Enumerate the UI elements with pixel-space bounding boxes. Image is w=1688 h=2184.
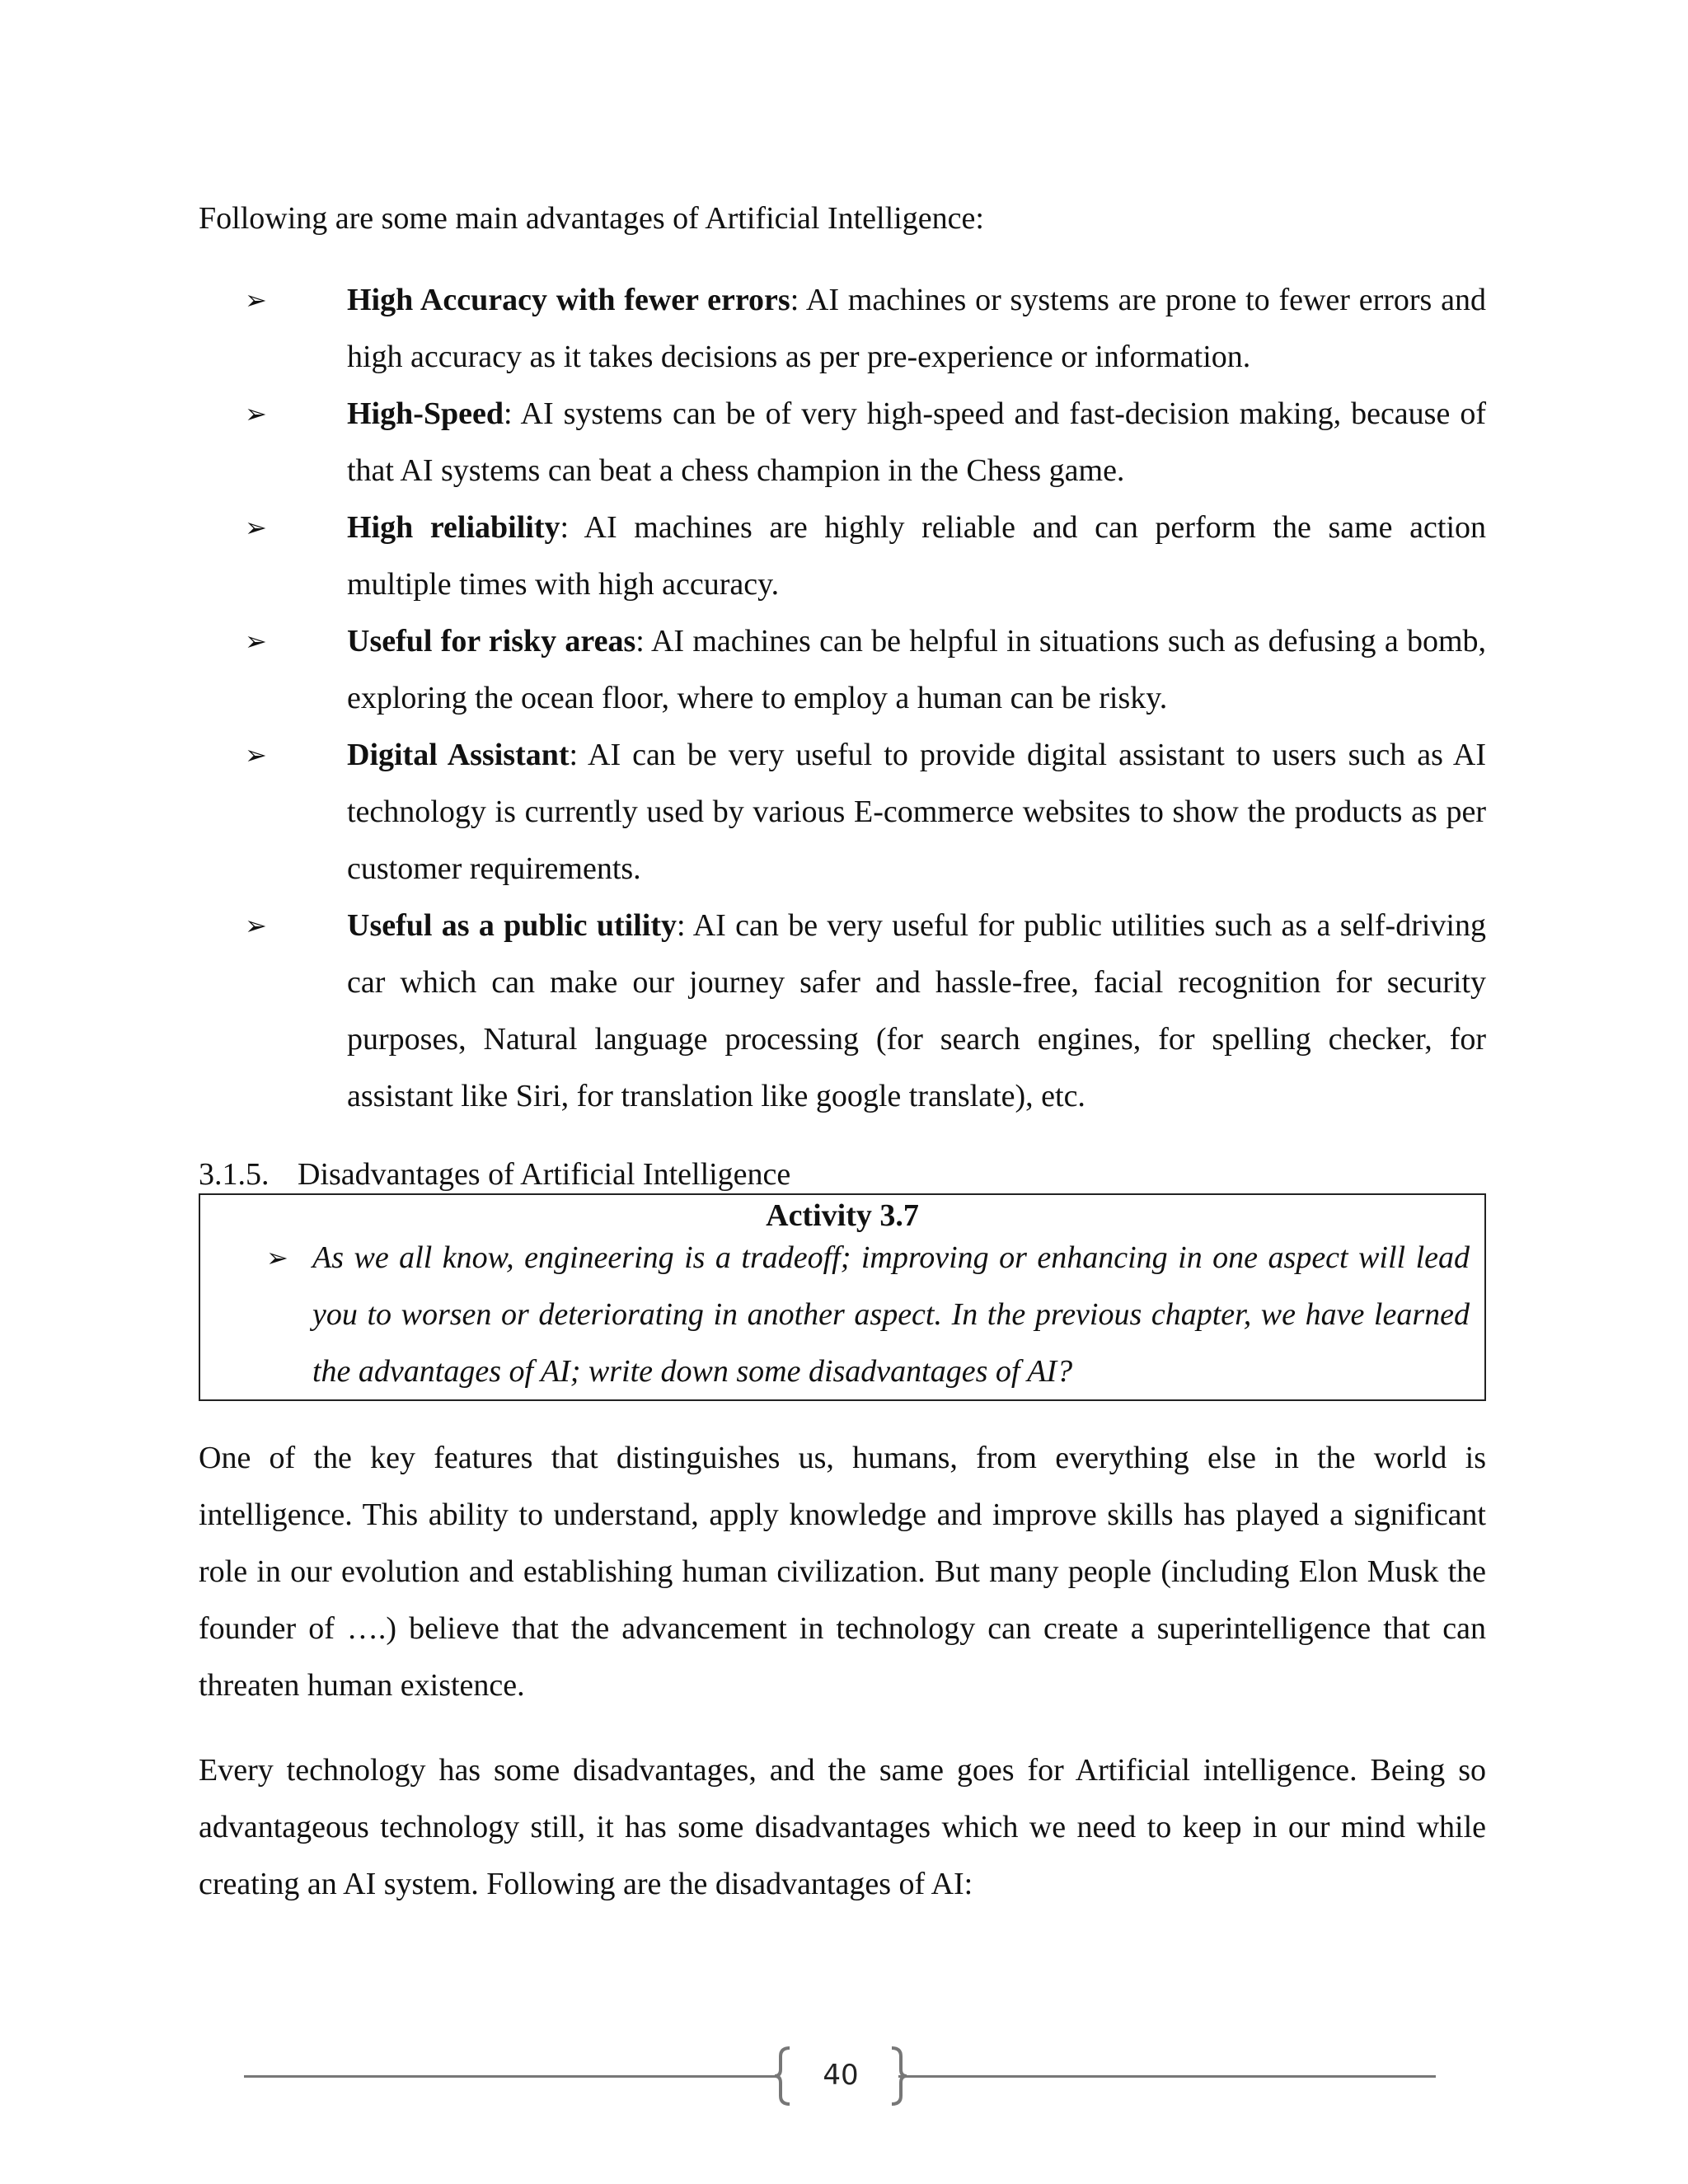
- intro-sentence: Following are some main advantages of Artificial Intelligence:: [199, 201, 984, 236]
- advantage-item: [199, 272, 1486, 386]
- advantage-term: Digital Assistant: [347, 738, 570, 772]
- section-heading: [199, 1154, 790, 1195]
- advantage-item: [199, 613, 1486, 727]
- arrow-bullet-icon: ➢: [245, 398, 267, 429]
- body-paragraph: One of the key features that distinguishes us, humans, from everything else in the world is intelligence. This ability to understand, apply knowledge and improve skills has played a significant role in our evolution and establishing human civilization. But many people (including Elon Musk the founder of ….) believe that the advancement in technology can create a superintelligence that can threaten human existence.: [199, 1441, 1486, 1703]
- arrow-bullet-icon: ➢: [245, 284, 267, 316]
- arrow-bullet-icon: ➢: [245, 626, 267, 657]
- section-title: Disadvantages of Artificial Intelligence: [298, 1157, 791, 1192]
- advantage-item: [199, 499, 1486, 613]
- advantage-term: Useful for risky areas: [347, 624, 636, 658]
- advantage-term: High Accuracy with fewer errors: [347, 283, 790, 317]
- advantage-term: High-Speed: [347, 396, 504, 431]
- advantage-term: High reliability: [347, 510, 560, 545]
- advantage-text: : AI can be very useful for public utilities such as a self-driving car which can make our journey safer and hassle-free, facial recognition for security purposes, Natural language processing (for search engines, for spelling checker, for assistant like Siri, for translation like google translate), etc.: [347, 908, 1486, 1113]
- advantage-text: : AI machines or systems are prone to fewer errors and high accuracy as it takes decisions as per pre-experience or information.: [347, 283, 1486, 374]
- activity-title: Activity 3.7: [766, 1198, 919, 1233]
- advantage-text: : AI systems can be of very high-speed and fast-decision making, because of that AI systems can beat a chess champion in the Chess game.: [347, 396, 1486, 488]
- arrow-bullet-icon: ➢: [245, 739, 267, 771]
- footer-rule-right: [898, 2075, 1436, 2078]
- advantage-text: : AI machines can be helpful in situations such as defusing a bomb, exploring the ocean floor, where to employ a human can be risky.: [347, 624, 1486, 715]
- footer-rule-left: [244, 2075, 778, 2078]
- arrow-bullet-icon: ➢: [245, 512, 267, 543]
- advantage-text: : AI can be very useful to provide digital assistant to users such as AI technology is currently used by various E-commerce websites to show the products as per customer requirements.: [347, 738, 1486, 886]
- section-number: 3.1.5.: [199, 1157, 270, 1192]
- advantage-text: : AI machines are highly reliable and can perform the same action multiple times with high accuracy.: [347, 510, 1486, 602]
- advantage-item: [199, 898, 1486, 1125]
- arrow-bullet-icon: ➢: [245, 910, 267, 941]
- advantages-list: [199, 272, 1486, 1125]
- activity-box: [199, 1193, 1486, 1401]
- activity-text: As we all know, engineering is a tradeoff; improving or enhancing in one aspect will lead you to worsen or deteriorating in another aspect. In the previous chapter, we have learned the advantages of AI; write down some disadvantages of AI?: [312, 1240, 1470, 1389]
- advantage-term: Useful as a public utility: [347, 908, 677, 943]
- advantage-item: [199, 727, 1486, 898]
- page-number: 40: [823, 2059, 859, 2092]
- left-brace-icon: [773, 2046, 793, 2107]
- arrow-bullet-icon: ➢: [266, 1242, 288, 1273]
- body-paragraph: Every technology has some disadvantages, and the same goes for Artificial intelligence. Being so advantageous technology still, it has some disadvantages which we need to keep in our mind while creating an AI system. Following are the disadvantages of AI:: [199, 1753, 1486, 1901]
- advantage-item: [199, 386, 1486, 499]
